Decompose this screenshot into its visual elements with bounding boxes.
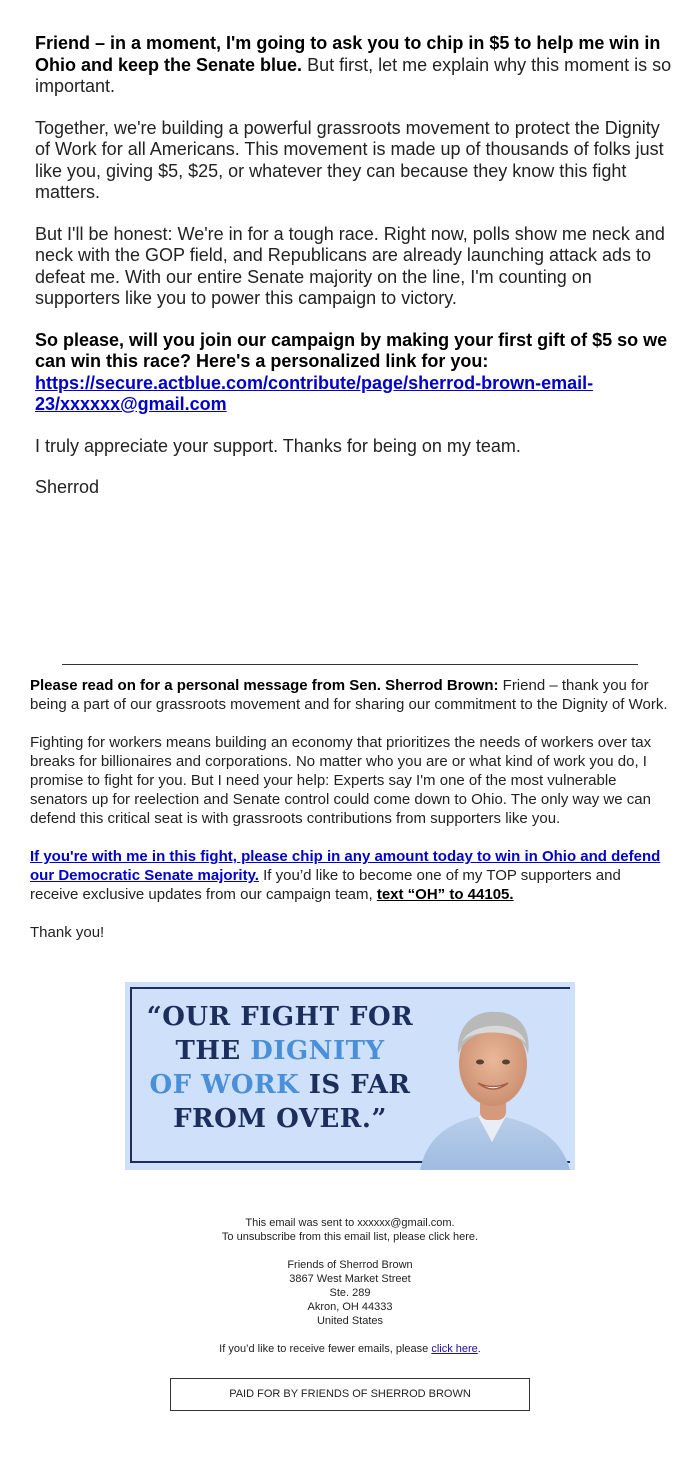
quote-line-1: “OUR FIGHT FOR: [146, 1002, 414, 1032]
chip-in-link[interactable]: If you're with me in this fight, please chip in any amount today to win in Ohio and defend our Democratic Senate majority.: [30, 848, 661, 884]
fewer-end: .: [477, 1343, 481, 1355]
sent-to: This email was sent to xxxxxx@gmail.com.: [245, 1217, 455, 1229]
country: United States: [316, 1315, 384, 1327]
fewer-emails-line: [0, 1342, 700, 1356]
banner-quote: [135, 1000, 425, 1136]
thank-you: Thank you!: [30, 924, 105, 941]
quote-line-3b: IS FAR: [299, 1070, 411, 1100]
quote-highlight-dignity: DIGNITY: [250, 1036, 385, 1066]
ask-bold: So please, will you join our campaign by making your first gift of $5 so we can win this race? Here's a personalized link for you:: [35, 329, 668, 371]
footer-notice: [0, 1216, 700, 1244]
personalized-donate-link[interactable]: https://secure.actblue.com/contribute/page/sherrod-brown-email-23/xxxxxx@gmail.com: [35, 372, 594, 414]
thanks-line: I truly appreciate your support. Thanks for being on my team.: [35, 435, 521, 456]
race-paragraph: But I'll be honest: We're in for a tough race. Right now, polls show me neck and neck with the GOP field, and Republicans are already launching attack ads to defeat me. With our entire Senate majority on the line, I'm counting on supporters like you to power this campaign to victory.: [35, 223, 665, 308]
street: 3867 West Market Street: [289, 1273, 411, 1285]
quote-line-4: FROM OVER.”: [173, 1104, 387, 1134]
personal-lead-rest: Friend – thank you for being a part of our grassroots movement and for sharing our commitment to the Dignity of Work.: [30, 677, 668, 713]
unsubscribe-line[interactable]: To unsubscribe from this email list, please click here.: [221, 1231, 479, 1243]
personal-message: [30, 676, 672, 961]
quote-line-2a: THE: [175, 1036, 251, 1066]
personal-lead-bold: Please read on for a personal message from Sen. Sherrod Brown:: [30, 677, 499, 694]
intro-rest: But first, let me explain why this moment is so important.: [35, 54, 672, 96]
intro-paragraph: [35, 33, 675, 98]
cta-paragraph: [30, 847, 672, 904]
senator-portrait: [410, 982, 575, 1170]
fewer-text: If you’d like to receive fewer emails, please: [219, 1343, 432, 1355]
intro-bold: Friend – in a moment, I'm going to ask you to chip in $5 to help me win in Ohio and keep the Senate blue.: [35, 33, 661, 75]
ask-paragraph: [35, 330, 675, 416]
text-oh-link[interactable]: text “OH” to 44105.: [376, 886, 514, 903]
cta-rest: If you’d like to become one of my TOP supporters and receive exclusive updates from our campaign team,: [30, 867, 621, 903]
quote-highlight-work: OF WORK: [149, 1070, 300, 1100]
personal-lead-paragraph: [30, 676, 672, 714]
dignity-of-work-banner[interactable]: [125, 982, 575, 1170]
movement-paragraph: Together, we're building a powerful grassroots movement to protect the Dignity of Work for all Americans. This movement is made up of thousands of folks just like you, giving $5, $25, or whatever they can because they know this fight matters.: [35, 117, 664, 202]
quote-line-2: [135, 1034, 425, 1068]
quote-line-3: [135, 1068, 425, 1102]
org-name: Friends of Sherrod Brown: [287, 1259, 413, 1271]
paid-for-disclaimer: PAID FOR BY FRIENDS OF SHERROD BROWN: [170, 1378, 530, 1411]
email-footer: [0, 1216, 700, 1370]
workers-paragraph: Fighting for workers means building an economy that prioritizes the needs of workers over tax breaks for billionaires and corporations. No matter who you are or what kind of work you do, I promise to fight for you. But I need your help: Experts say I'm one of the most vulnerable senators up for reelection and Senate control could come down to Ohio. The only way we can defend this critical seat is with grassroots contributions from supporters like you.: [30, 734, 652, 827]
signature: Sherrod: [35, 477, 100, 497]
section-divider: [62, 664, 638, 665]
mailing-address: [0, 1258, 700, 1328]
email-body: [35, 33, 675, 519]
fewer-emails-link[interactable]: click here: [431, 1343, 478, 1355]
city: Akron, OH 44333: [307, 1301, 393, 1313]
suite: Ste. 289: [329, 1287, 371, 1299]
